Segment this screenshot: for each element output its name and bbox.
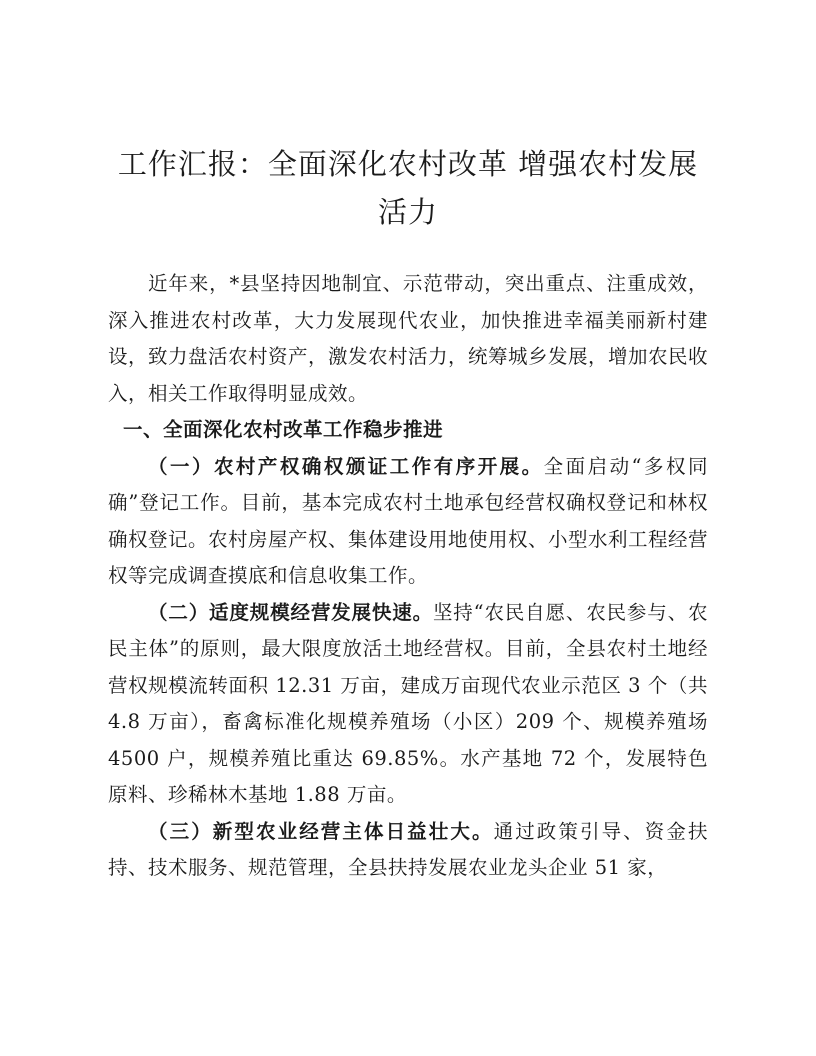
document-page <box>108 140 708 887</box>
item-lead-1: （一）农村产权确权颁证工作有序开展。 <box>148 454 544 478</box>
item-body-3: 通过政策引导、资金扶持、技术服务、规范管理，全县扶持发展农业龙头企业 51 家， <box>108 819 708 879</box>
item-paragraph-3 <box>108 814 708 887</box>
item-paragraph-2 <box>108 595 708 814</box>
item-paragraph-1 <box>108 449 708 595</box>
item-body-1: 全面启动“多权同确”登记工作。目前，基本完成农村土地承包经营权确权登记和林权确权登记。农村房屋产权、集体建设用地使用权、小型水利工程经营权等完成调查摸底和信息收集工作。 <box>108 454 709 587</box>
item-body-2: 坚持“农民自愿、农民参与、农民主体”的原则，最大限度放活土地经营权。目前，全县农村土地经营权规模流转面积 12.31 万亩，建成万亩现代农业示范区 3 个（共 4.8 万亩），畜禽标准化规模养殖场（小区）209 个、规模养殖场 4500 户，规模养殖比重达 69.85%。水产基地 72 个，发展特色原料、珍稀林木基地 1.88 万亩。 <box>108 600 708 806</box>
item-lead-3: （三）新型农业经营主体日益壮大。 <box>148 819 494 843</box>
intro-paragraph: 近年来，*县坚持因地制宜、示范带动，突出重点、注重成效，深入推进农村改革，大力发展现代农业，加快推进幸福美丽新村建设，致力盘活农村资产，激发农村活力，统筹城乡发展，增加农民收入，相关工作取得明显成效。 <box>108 272 709 405</box>
item-lead-2: （二）适度规模经营发展快速。 <box>148 600 433 624</box>
section-heading: 一、全面深化农村改革工作稳步推进 <box>123 418 444 441</box>
document-title: 工作汇报：全面深化农村改革 增强农村发展活力 <box>117 147 699 229</box>
